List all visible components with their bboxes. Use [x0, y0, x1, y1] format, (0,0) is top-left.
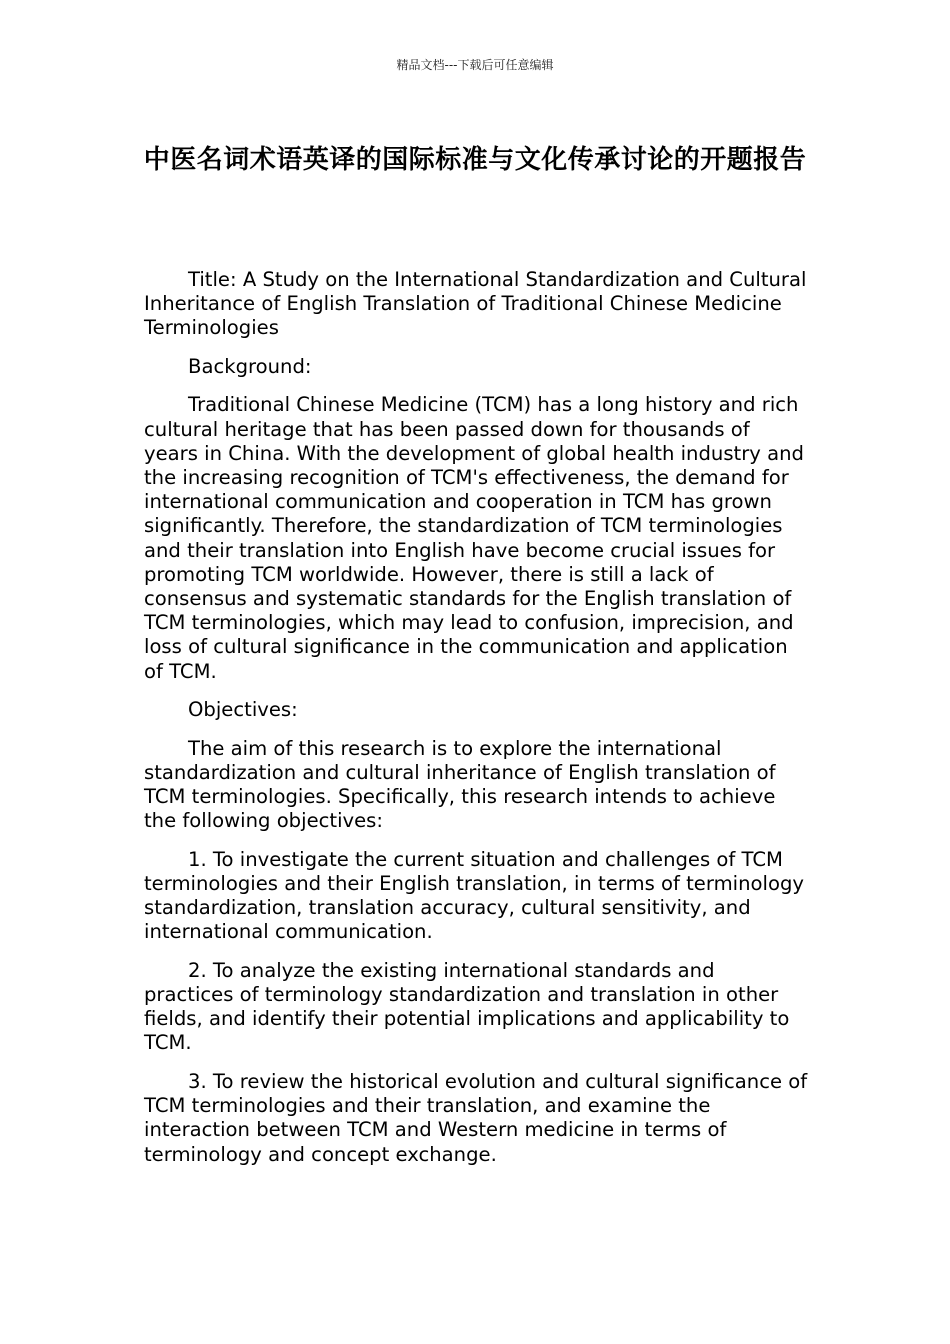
objective-item-2: 2. To analyze the existing international standards and practices of terminology standardization and translation in other fields, and identify their potential implications and applicability to TCM. [144, 958, 790, 1055]
paragraph-title-line: Title: A Study on the International Standardization and Cultural Inheritance of English Translation of Traditional Chinese Medicine Terminologies [144, 268, 807, 340]
objective-item-3: 3. To review the historical evolution and cultural significance of TCM terminologies and their translation, and examine the interaction between TCM and Western medicine in terms of terminology and concept exchange. [144, 1069, 808, 1166]
section-heading-objectives: Objectives: [188, 698, 298, 722]
paragraph-background: Traditional Chinese Medicine (TCM) has a long history and rich cultural heritage that has been passed down for thousands of years in China. With the development of global health industry and the increasing recognition of TCM's effectiveness, the demand for international communication and cooperation in TCM has grown significantly. Therefore, the standardization of TCM terminologies and their translation into English have become crucial issues for promoting TCM worldwide. However, there is still a lack of consensus and systematic standards for the English translation of TCM terminologies, which may lead to confusion, imprecision, and loss of cultural significance in the communication and application of TCM. [144, 393, 804, 683]
document-title: 中医名词术语英译的国际标准与文化传承讨论的开题报告 [143, 145, 807, 175]
section-heading-background: Background: [188, 354, 312, 378]
page-header: 精品文档---下载后可任意编辑 [396, 58, 554, 72]
paragraph-objectives-intro: The aim of this research is to explore the international standardization and cultural inheritance of English translation of TCM terminologies. Specifically, this research intends to achieve the following objectives: [144, 736, 776, 833]
document-body [144, 268, 808, 1181]
objective-item-1: 1. To investigate the current situation and challenges of TCM terminologies and their English translation, in terms of terminology standardization, translation accuracy, cultural sensitivity, and international communication. [144, 847, 804, 944]
